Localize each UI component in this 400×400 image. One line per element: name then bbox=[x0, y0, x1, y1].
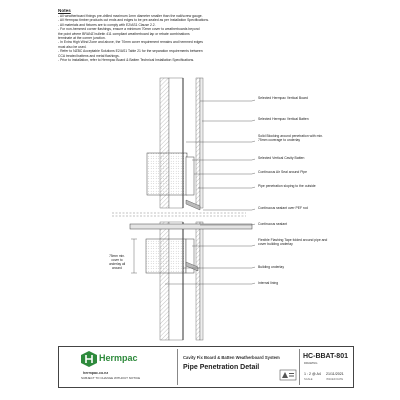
upper-wall-section bbox=[147, 78, 203, 210]
divider bbox=[299, 349, 300, 385]
leader-line bbox=[202, 120, 255, 121]
callout-continuous-sealant: Continuous sealant bbox=[258, 222, 288, 226]
cavity-batten bbox=[186, 157, 194, 195]
notes-title: Notes bbox=[58, 8, 71, 13]
scale-value: 1 : 2 @ A4 bbox=[304, 372, 321, 376]
note-line: must also be used. bbox=[58, 44, 87, 49]
break-line bbox=[112, 213, 246, 216]
drawing-label: DRAWING bbox=[304, 361, 318, 365]
callout-vertical-batten: Selected Hermpac Vertical Batten bbox=[258, 117, 309, 121]
note-line: the point where BRANZ bulletin 411 compliant weatherboard lap or rebate combinations bbox=[58, 31, 190, 36]
note-line: - All materials and fixtures are to comply with E2/AS1 Clause 2.2. bbox=[58, 22, 156, 27]
system-name: Cavity Fix Board & Batten Weatherboard System bbox=[183, 355, 280, 360]
disclaimer: SUBJECT TO CHANGE WITHOUT NOTICE bbox=[81, 376, 141, 380]
callout-pipe-slope: Pipe penetration sloping to the outside bbox=[258, 184, 316, 188]
note-line: terminate at the corner junction. bbox=[58, 36, 106, 41]
note-line: - In Extra High Wind Zone and above, the 70mm cover requirement remains and hemmed edges bbox=[58, 40, 203, 45]
leader-line bbox=[203, 209, 255, 210]
callout-cavity-batten: Selected Vertical Cavity Batten bbox=[258, 156, 305, 160]
vertical-batten-lower bbox=[200, 222, 203, 340]
note-line: - Refer to NZBC Acceptable Solutions E2/AS1 Table 21 for the separation requirements between bbox=[58, 49, 203, 54]
note-line: - All weatherboard fixings pre-drilled maximum 1mm diameter smaller than the nail/screw gauge. bbox=[58, 14, 203, 18]
note-line: CCA treated battens and metal flashings. bbox=[58, 53, 120, 58]
note-line: - Prior to installation, refer to Hermpac Board & Batten Technical Installation Specifications. bbox=[58, 58, 195, 63]
lower-wall-section bbox=[130, 222, 252, 340]
drawing-title: Pipe Penetration Detail bbox=[183, 364, 260, 371]
vertical-board-lower bbox=[196, 222, 200, 340]
callout-vertical-board: Selected Hermpac Vertical Board bbox=[258, 96, 308, 100]
callout-solid-blocking: Solid Blocking around penetration with min. 75mm coverage to underlay bbox=[258, 134, 324, 143]
brand-url: hermpac.co.nz bbox=[83, 371, 109, 375]
vertical-batten-upper bbox=[200, 78, 203, 208]
solid-blocking-lower bbox=[146, 239, 186, 273]
title-block bbox=[58, 346, 354, 388]
divider bbox=[177, 349, 178, 385]
callout-building-underlay: Building underlay bbox=[258, 265, 285, 269]
note-line: - For non-hemmed corner flashings, ensure a minimum 70mm cover to weatherboards beyond bbox=[58, 27, 200, 32]
hermpac-leaf-icon bbox=[81, 351, 97, 367]
note-line: - All Hermpac timber products cut ends and edges to be pre-sealed as per Installation Specifications. bbox=[58, 18, 209, 23]
solid-blocking bbox=[147, 153, 187, 195]
dimension-note: 75mm min. cover to underlay all around bbox=[108, 254, 126, 270]
callout-internal-lining: Internal lining bbox=[258, 281, 279, 285]
leader-line bbox=[200, 100, 255, 101]
scale-label: SCALE bbox=[304, 378, 313, 381]
callout-flashing-tape: Flexible Flashing Tape folded around pipe and cover building underlay bbox=[258, 238, 328, 247]
vertical-board-upper bbox=[196, 78, 200, 208]
callout-air-seal: Continuous Air Seal around Pipe bbox=[258, 170, 308, 174]
leader-line bbox=[198, 187, 255, 188]
issued-date-value: 21/11/2021 bbox=[326, 372, 344, 376]
callout-sealant-pef: Continuous sealant over PEF rod bbox=[258, 206, 308, 210]
brand-name: Hermpac bbox=[99, 353, 138, 363]
head-flashing bbox=[130, 224, 252, 229]
drawing-code: HC-BBAT-801 bbox=[303, 353, 348, 360]
branz-appraised-icon bbox=[279, 369, 297, 381]
issued-date-label: ISSUED DATE bbox=[326, 378, 344, 381]
